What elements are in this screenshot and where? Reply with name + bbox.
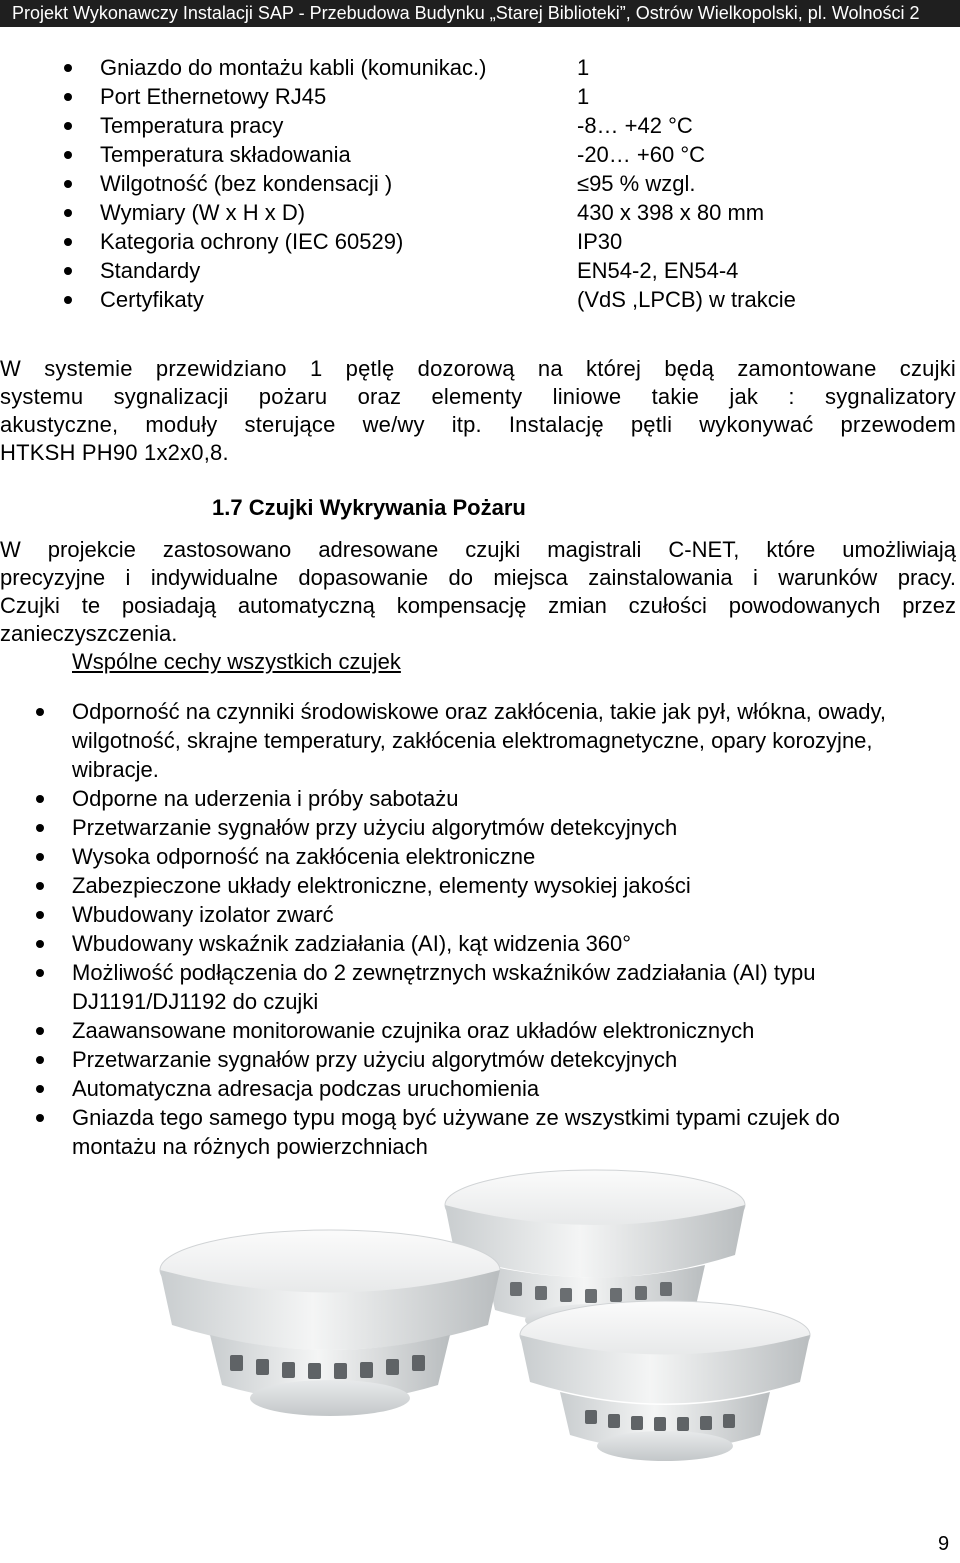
feature-item — [0, 929, 912, 958]
bullet-icon — [64, 93, 72, 101]
spec-row — [0, 53, 960, 82]
spec-value: IP30 — [577, 229, 623, 254]
spec-value: -20… +60 °C — [577, 142, 706, 167]
feature-text: Wysoka odporność na zakłócenia elektroniczne — [72, 844, 536, 869]
bullet-icon — [64, 238, 72, 246]
bullet-icon — [64, 122, 72, 130]
page-header — [0, 0, 960, 27]
feature-item — [0, 842, 912, 871]
bullet-icon — [36, 940, 44, 948]
feature-item — [0, 900, 912, 929]
paragraph-line: HTKSH PH90 1x2x0,8. — [0, 440, 229, 465]
bullet-icon — [36, 911, 44, 919]
bullet-icon — [64, 296, 72, 304]
header-title: Projekt Wykonawczy Instalacji SAP - Przebudowa Budynku „Starej Biblioteki”, Ostrów Wielkopolski, pl. Wolności 2 — [12, 3, 920, 23]
feature-text: Zaawansowane monitorowanie czujnika oraz układów elektronicznych — [72, 1018, 755, 1043]
spec-row — [0, 82, 960, 111]
spec-list — [0, 53, 960, 314]
spec-row — [0, 169, 960, 198]
spec-value: ≤95 % wzgl. — [577, 171, 696, 196]
bullet-icon — [36, 708, 44, 716]
spec-label: Temperatura pracy — [100, 113, 284, 138]
spec-row — [0, 198, 960, 227]
spec-label: Gniazdo do montażu kabli (komunikac.) — [100, 55, 487, 80]
spec-label: Certyfikaty — [100, 287, 204, 312]
feature-item — [0, 1074, 912, 1103]
spec-label: Temperatura składowania — [100, 142, 351, 167]
detectors-paragraph — [0, 536, 956, 648]
bullet-icon — [36, 824, 44, 832]
feature-item — [0, 1045, 912, 1074]
feature-item — [0, 871, 912, 900]
page-number: 9 — [938, 1533, 950, 1555]
feature-item — [0, 958, 912, 1016]
spec-row — [0, 256, 960, 285]
spec-value: -8… +42 °C — [577, 113, 693, 138]
features-title: Wspólne cechy wszystkich czujek — [72, 649, 401, 674]
spec-row — [0, 111, 960, 140]
bullet-icon — [64, 180, 72, 188]
detector-left — [160, 1230, 500, 1416]
paragraph-line: W systemie przewidziano 1 pętlę dozorową na której będą zamontowane czujki — [0, 356, 956, 381]
spec-value: EN54-2, EN54-4 — [577, 258, 739, 283]
feature-item — [0, 1103, 912, 1161]
spec-row — [0, 227, 960, 256]
bullet-icon — [36, 1056, 44, 1064]
feature-text: Gniazda tego samego typu mogą być używane ze wszystkimi typami czujek do montażu na różnych powierzchniach — [72, 1105, 840, 1159]
bullet-icon — [36, 969, 44, 977]
bullet-icon — [36, 1114, 44, 1122]
spec-label: Wymiary (W x H x D) — [100, 200, 306, 225]
feature-item — [0, 697, 912, 784]
feature-item — [0, 784, 912, 813]
feature-text: Zabezpieczone układy elektroniczne, elementy wysokiej jakości — [72, 873, 691, 898]
paragraph-line: akustyczne, moduły sterujące we/wy itp. Instalację pętli wykonywać przewodem — [0, 412, 956, 437]
spec-value: (VdS ,LPCB) w trakcie — [577, 287, 796, 312]
bullet-icon — [64, 151, 72, 159]
feature-item — [0, 1016, 912, 1045]
spec-row — [0, 285, 960, 314]
spec-value: 1 — [577, 84, 590, 109]
spec-value: 430 x 398 x 80 mm — [577, 200, 765, 225]
paragraph-line: zanieczyszczenia. — [0, 621, 178, 646]
spec-label: Port Ethernetowy RJ45 — [100, 84, 327, 109]
feature-text: Wbudowany wskaźnik zadziałania (AI), kąt widzenia 360° — [72, 931, 632, 956]
spec-label: Standardy — [100, 258, 201, 283]
feature-text: Odporność na czynniki środowiskowe oraz zakłócenia, takie jak pył, włókna, owady, wilgotność, skrajne temperatury, zakłócenia elektromagnetyczne, opary korozyjne, wibracje. — [72, 699, 886, 782]
feature-text: Odporne na uderzenia i próby sabotażu — [72, 786, 459, 811]
bullet-icon — [36, 882, 44, 890]
bullet-icon — [36, 853, 44, 861]
bullet-icon — [64, 64, 72, 72]
paragraph-line: systemu sygnalizacji pożaru oraz elementy liniowe takie jak : sygnalizatory — [0, 384, 956, 409]
paragraph-line: W projekcie zastosowano adresowane czujki magistrali C-NET, które umożliwiają — [0, 537, 956, 562]
feature-text: Możliwość podłączenia do 2 zewnętrznych wskaźników zadziałania (AI) typu DJ1191/DJ1192 do czujki — [72, 960, 816, 1014]
bullet-icon — [36, 1085, 44, 1093]
loop-paragraph — [0, 355, 956, 467]
paragraph-line: precyzyjne i indywidualne dopasowanie do miejsca zainstalowania i warunków pracy. — [0, 565, 956, 590]
bullet-icon — [64, 267, 72, 275]
section-heading: 1.7 Czujki Wykrywania Pożaru — [212, 495, 526, 520]
bullet-icon — [36, 1027, 44, 1035]
bullet-icon — [36, 795, 44, 803]
feature-text: Przetwarzanie sygnałów przy użyciu algorytmów detekcyjnych — [72, 1047, 678, 1072]
spec-row — [0, 140, 960, 169]
feature-text: Automatyczna adresacja podczas uruchomienia — [72, 1076, 540, 1101]
paragraph-line: Czujki te posiadają automatyczną kompensację zmian czułości powodowanych przez — [0, 593, 956, 618]
spec-label: Wilgotność (bez kondensacji ) — [100, 171, 393, 196]
feature-text: Wbudowany izolator zwarć — [72, 902, 334, 927]
bullet-icon — [64, 209, 72, 217]
spec-value: 1 — [577, 55, 590, 80]
detector-right — [520, 1301, 810, 1461]
spec-label: Kategoria ochrony (IEC 60529) — [100, 229, 404, 254]
feature-item — [0, 813, 912, 842]
features-list — [0, 697, 960, 1161]
feature-text: Przetwarzanie sygnałów przy użyciu algorytmów detekcyjnych — [72, 815, 678, 840]
smoke-detectors-photo — [130, 1160, 830, 1510]
